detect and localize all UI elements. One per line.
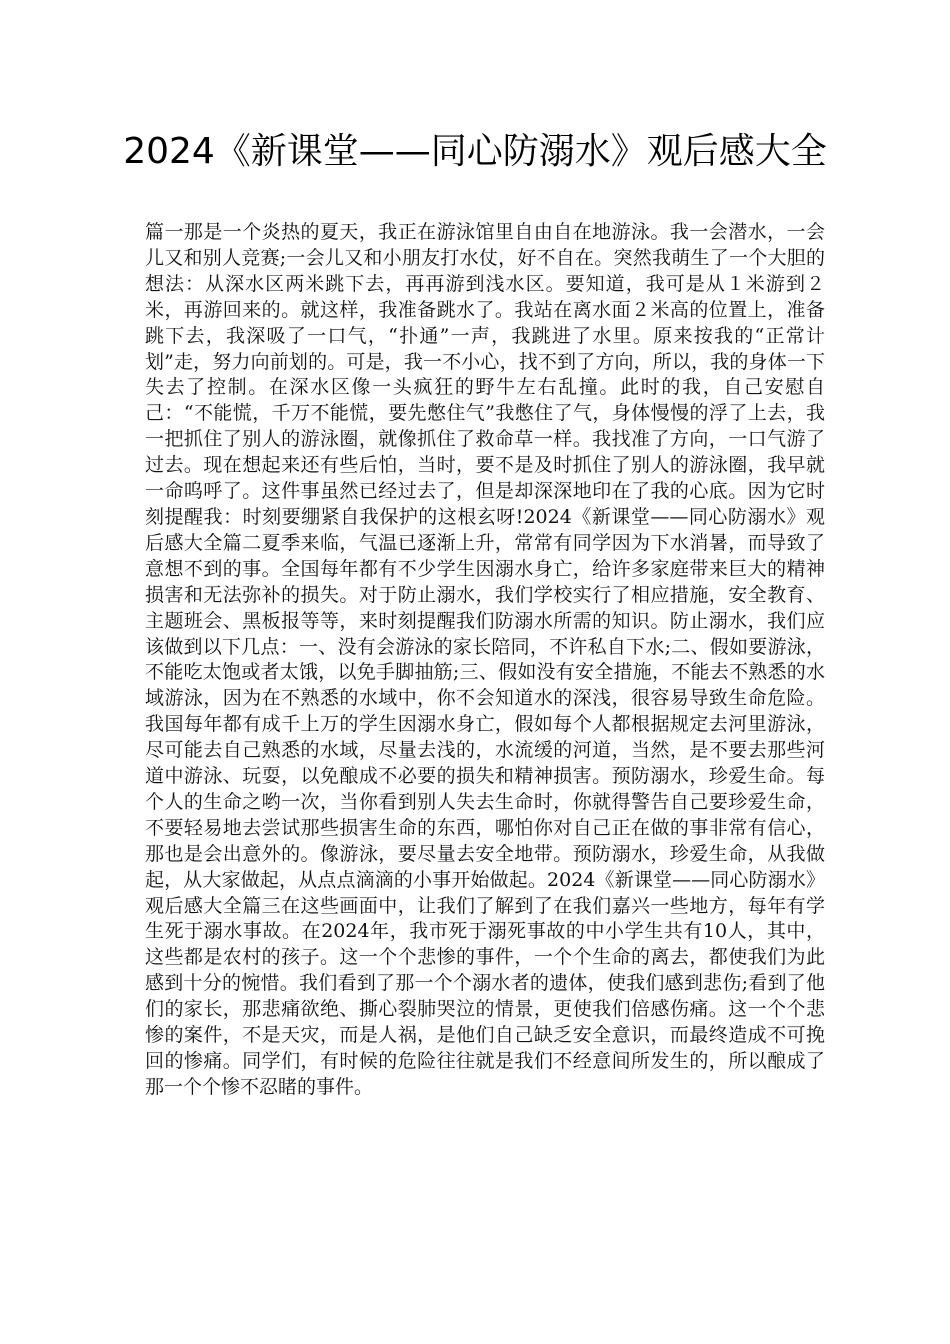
document-body: 篇一那是一个炎热的夏天，我正在游泳馆里自由自在地游泳。我一会潜水，一会儿又和别人竞赛;一会儿又和小朋友打水仗，好不自在。突然我萌生了一个大胆的想法：从深水区两米跳下去，再再游到浅水区。要知道，我可是从１米游到２米，再游回来的。就这样，我准备跳水了。我站在离水面２米高的位置上，准备跳下去，我深吸了一口气，“扑通”一声，我跳进了水里。原来按我的“正常计划”走，努力向前划的。可是，我一不小心，找不到了方向，所以，我的身体一下失去了控制。在深水区像一头疯狂的野牛左右乱撞。此时的我，自己安慰自己：“不能慌，千万不能慌，要先憋住气”我憋住了气，身体慢慢的浮了上去，我一把抓住了别人的游泳圈，就像抓住了救命草一样。我找准了方向，一口气游了过去。现在想起来还有些后怕，当时，要不是及时抓住了别人的游泳圈，我早就一命呜呼了。这件事虽然已经过去了，但是却深深地印在了我的心底。因为它时刻提醒我：时刻要绷紧自我保护的这根玄呀!2024《新课堂——同心防溺水》观后感大全篇二夏季来临，气温已逐渐上升，常常有同学因为下水消暑，而导致了意想不到的事。全国每年都有不少学生因溺水身亡，给许多家庭带来巨大的精神损害和无法弥补的损失。对于防止溺水，我们学校实行了相应措施，安全教育、主题班会、黑板报等等，来时刻提醒我们防溺水所需的知识。防止溺水，我们应该做到以下几点：一、没有会游泳的家长陪同，不许私自下水;二、假如要游泳，不能吃太饱或者太饿，以免手脚抽筋;三、假如没有安全措施，不能去不熟悉的水域游泳，因为在不熟悉的水域中，你不会知道水的深浅，很容易导致生命危险。我国每年都有成千上万的学生因溺水身亡，假如每个人都根据规定去河里游泳，尽可能去自己熟悉的水域，尽量去浅的，水流缓的河道，当然，是不要去那些河道中游泳、玩耍，以免酿成不必要的损失和精神损害。预防溺水，珍爱生命。每个人的生命之哟一次，当你看到别人失去生命时，你就得警告自己要珍爱生命，不要轻易地去尝试那些损害生命的东西，哪怕你对自己正在做的事非常有信心，那也是会出意外的。像游泳，要尽量去安全地带。预防溺水，珍爱生命，从我做起，从大家做起，从点点滴滴的小事开始做起。2024《新课堂——同心防溺水》观后感大全篇三在这些画面中，让我们了解到了在我们嘉兴一些地方，每年有学生死于溺水事故。在2024年，我市死于溺死事故的中小学生共有10人，其中，这些都是农村的孩子。这一个个悲惨的事件，一个个生命的离去，都使我们为此感到十分的惋惜。我们看到了那一个个溺水者的遗体，使我们感到悲伤;看到了他们的家长，那悲痛欲绝、撕心裂肺哭泣的情景，更使我们倍感伤痛。这一个个悲惨的案件，不是天灾，而是人祸，是他们自己缺乏安全意识，而最终造成不可挽回的惨痛。同学们，有时候的危险往往就是我们不经意间所发生的，所以酿成了那一个个惨不忍睹的事件。	[145, 221, 825, 1098]
document-title: 2024《新课堂——同心防溺水》观后感大全	[123, 131, 827, 172]
